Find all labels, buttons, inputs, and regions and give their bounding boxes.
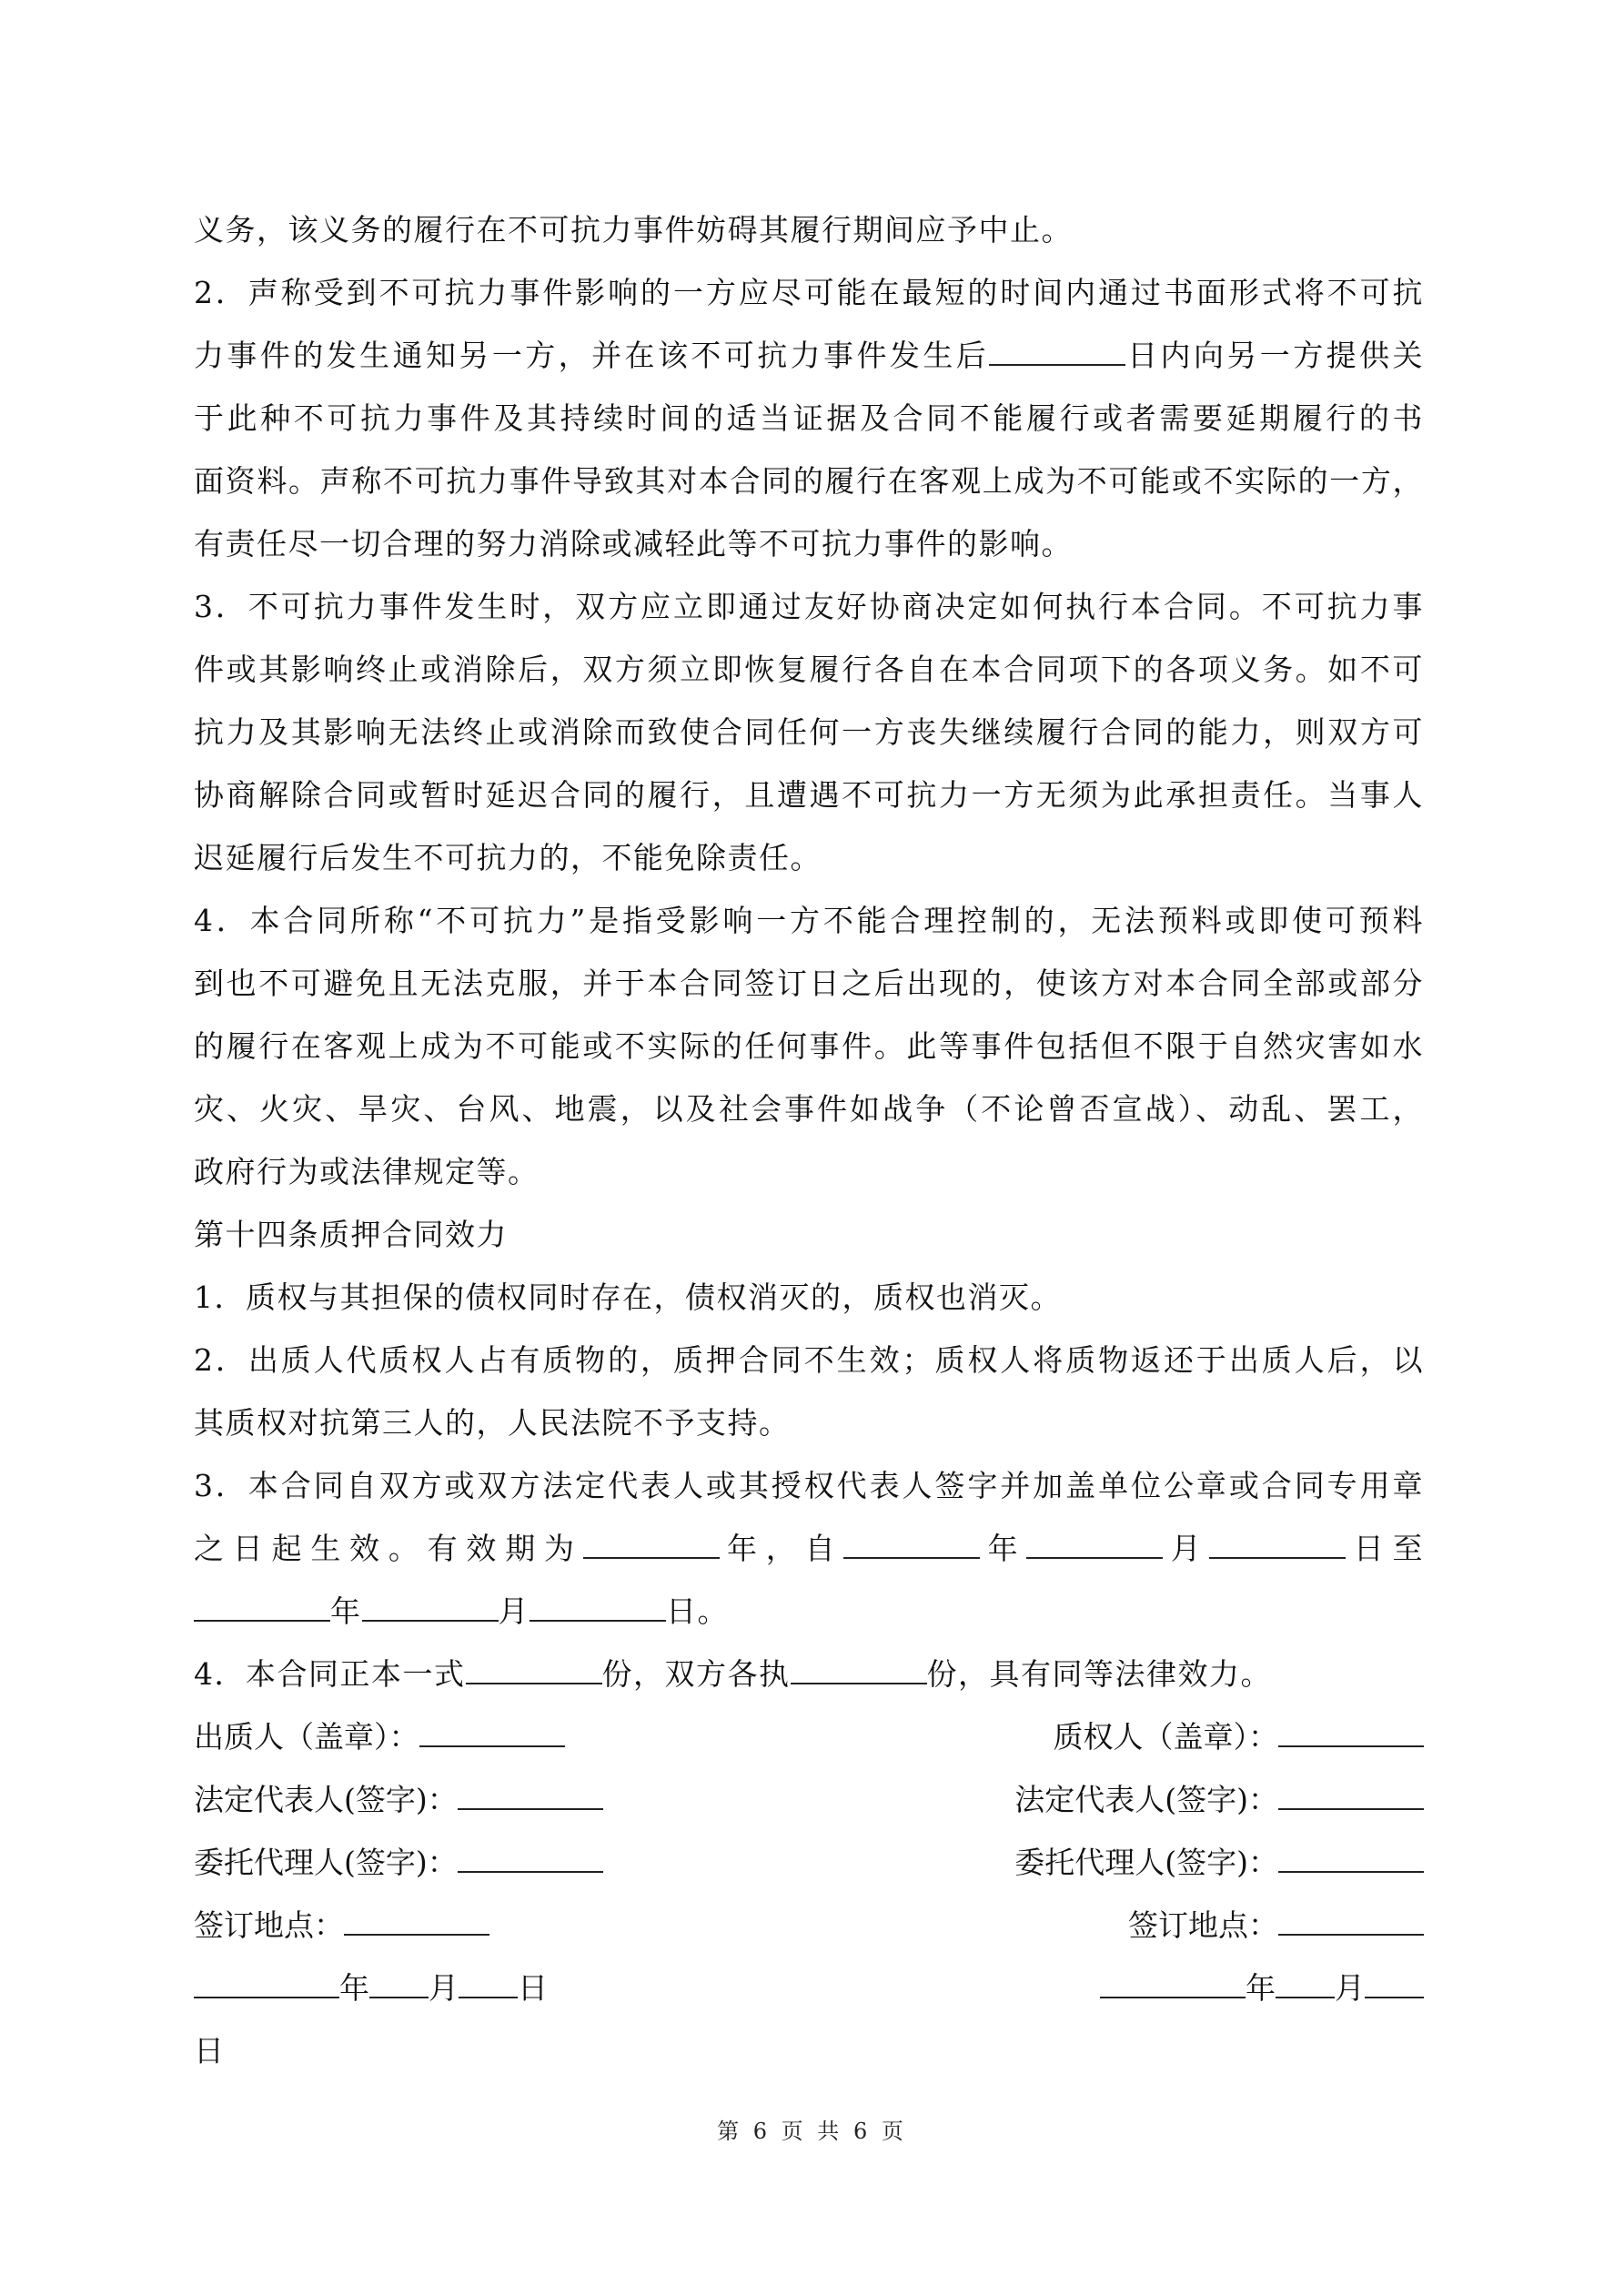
pledgee-place-label: 签订地点： <box>1128 1907 1278 1943</box>
pledgor-seal-field[interactable] <box>419 1718 565 1747</box>
item-3-text: 日至 <box>1346 1531 1425 1566</box>
clause-3-line: 3．不可抗力事件发生时，双方应立即通过友好协商决定如何执行本合同。不可抗力事 <box>194 589 1424 624</box>
pledgee-year-field[interactable] <box>1100 1969 1246 1998</box>
clause-2-text: 力事件的发生通知另一方，并在该不可抗力事件发生后 <box>194 338 990 373</box>
item-3-text: 年 <box>980 1531 1027 1566</box>
pledgor-place-label: 签订地点： <box>194 1907 344 1943</box>
pledgee-place-field[interactable] <box>1278 1907 1424 1936</box>
pledgee-day-field[interactable] <box>1365 1969 1424 1998</box>
day-label: 日 <box>518 1970 548 2006</box>
pledgor-legal-rep-label: 法定代表人(签字)： <box>194 1782 458 1817</box>
clause-2-line: 面资料。声称不可抗力事件导致其对本合同的履行在客观上成为不可能或不实际的一方， <box>194 463 1424 499</box>
clause-4-line: 4．本合同所称“不可抗力”是指受影响一方不能合理控制的，无法预料或即使可预料 <box>194 903 1424 938</box>
pledgee-legal-rep-label: 法定代表人(签字)： <box>1014 1782 1278 1817</box>
start-day-field[interactable] <box>1209 1530 1346 1559</box>
article-14-item-4 <box>194 1643 1424 1705</box>
clause-2-line: 有责任尽一切合理的努力消除或减轻此等不可抗力事件的影响。 <box>194 526 1073 561</box>
pledgee-seal-field[interactable] <box>1278 1718 1424 1747</box>
copies-total-field[interactable] <box>466 1655 602 1684</box>
end-year-field[interactable] <box>194 1593 330 1622</box>
clause-2-line: 于此种不可抗力事件及其持续时间的适当证据及合同不能履行或者需要延期履行的书 <box>194 400 1424 436</box>
pledgee-month-field[interactable] <box>1276 1969 1335 1998</box>
signature-row <box>194 1768 1424 1831</box>
pledgee-legal-rep <box>1014 1768 1424 1831</box>
item-4-text: 4．本合同正本一式 <box>194 1656 466 1692</box>
pledgee-day-label-wrapped: 日 <box>194 2033 226 2068</box>
validity-years-field[interactable] <box>583 1530 720 1559</box>
pledgor-day-field[interactable] <box>459 1969 518 1998</box>
paragraph-line: 义务，该义务的履行在不可抗力事件妨碍其履行期间应予中止。 <box>194 212 1073 248</box>
end-day-field[interactable] <box>530 1593 666 1622</box>
start-year-field[interactable] <box>843 1530 980 1559</box>
pledgor-legal-rep-field[interactable] <box>458 1781 603 1810</box>
copies-each-field[interactable] <box>791 1655 927 1684</box>
article-14-item-2-line: 其质权对抗第三人的，人民法院不予支持。 <box>194 1405 791 1441</box>
pledgor-legal-rep <box>194 1768 603 1831</box>
signature-row <box>194 1705 1424 1768</box>
pledgee-place <box>1128 1894 1424 1957</box>
item-3-text: 年，自 <box>719 1531 844 1566</box>
clause-2-line <box>194 324 1424 387</box>
pledgee-seal-label: 质权人（盖章）： <box>1053 1719 1278 1755</box>
item-4-text: 份，具有同等法律效力。 <box>926 1656 1272 1692</box>
pledgee-agent <box>1014 1831 1424 1894</box>
pledgor-place-field[interactable] <box>344 1907 489 1936</box>
pledgor-place <box>194 1894 489 1957</box>
item-3-text: 年 <box>330 1593 362 1629</box>
item-3-text: 月 <box>498 1593 530 1629</box>
pledgor-year-field[interactable] <box>194 1969 339 1998</box>
clause-2-line: 2．声称受到不可抗力事件影响的一方应尽可能在最短的时间内通过书面形式将不可抗 <box>194 275 1424 310</box>
year-label: 年 <box>339 1970 369 2006</box>
article-14-item-1: 1．质权与其担保的债权同时存在，债权消灭的，质权也消灭。 <box>194 1279 1062 1315</box>
pledgor-seal <box>194 1705 565 1768</box>
clause-4-line: 政府行为或法律规定等。 <box>194 1154 540 1189</box>
clause-2-text: 日内向另一方提供关 <box>1125 338 1425 373</box>
document-page <box>194 198 1424 2082</box>
pledgee-date <box>1100 1957 1424 2019</box>
pledgor-agent <box>194 1831 603 1894</box>
clause-3-line: 协商解除合同或暂时延迟合同的履行，且遭遇不可抗力一方无须为此承担责任。当事人 <box>194 777 1424 813</box>
item-3-text: 月 <box>1163 1531 1210 1566</box>
month-label: 月 <box>1335 1970 1365 2006</box>
article-14-item-3-line: 3．本合同自双方或双方法定代表人或其授权代表人签字并加盖单位公章或合同专用章 <box>194 1468 1424 1503</box>
clause-4-line: 的履行在客观上成为不可能或不实际的任何事件。此等事件包括但不限于自然灾害如水 <box>194 1028 1424 1064</box>
pledgor-date <box>194 1957 548 2019</box>
signature-row <box>194 1894 1424 1957</box>
year-label: 年 <box>1246 1970 1276 2006</box>
pledgor-agent-label: 委托代理人(签字)： <box>194 1845 458 1880</box>
pledgor-month-field[interactable] <box>369 1969 429 1998</box>
pledgee-legal-rep-field[interactable] <box>1278 1781 1424 1810</box>
article-14-item-3-line <box>194 1580 1424 1643</box>
clause-3-line: 抗力及其影响无法终止或消除而致使合同任何一方丧失继续履行合同的能力，则双方可 <box>194 714 1424 750</box>
item-3-text: 日。 <box>666 1593 729 1629</box>
article-14-item-2-line: 2．出质人代质权人占有质物的，质押合同不生效；质权人将质物返还于出质人后，以 <box>194 1342 1424 1378</box>
month-label: 月 <box>429 1970 459 2006</box>
pledgor-agent-field[interactable] <box>458 1844 603 1873</box>
pledgor-seal-label: 出质人（盖章）： <box>194 1719 419 1755</box>
item-3-text: 之日起生效。有效期为 <box>194 1531 583 1566</box>
clause-3-line: 迟延履行后发生不可抗力的，不能免除责任。 <box>194 840 822 875</box>
clause-3-line: 件或其影响终止或消除后，双方须立即恢复履行各自在本合同项下的各项义务。如不可 <box>194 652 1424 687</box>
article-14-item-3-line <box>194 1517 1424 1580</box>
start-month-field[interactable] <box>1026 1530 1163 1559</box>
days-blank-field[interactable] <box>989 337 1125 366</box>
article-14-heading: 第十四条质押合同效力 <box>194 1217 508 1252</box>
item-4-text: 份，双方各执 <box>601 1656 791 1692</box>
page-number-footer: 第 6 页 共 6 页 <box>717 2119 907 2144</box>
pledgee-agent-label: 委托代理人(签字)： <box>1014 1845 1278 1880</box>
clause-4-line: 到也不可避免且无法克服，并于本合同签订日之后出现的，使该方对本合同全部或部分 <box>194 966 1424 1001</box>
clause-4-line: 灾、火灾、旱灾、台风、地震，以及社会事件如战争（不论曾否宣战）、动乱、罢工， <box>194 1091 1424 1127</box>
pledgee-agent-field[interactable] <box>1278 1844 1424 1873</box>
signature-row <box>194 1831 1424 1894</box>
end-month-field[interactable] <box>362 1593 499 1622</box>
pledgee-seal <box>1054 1705 1425 1768</box>
signature-date-row <box>194 1957 1424 2019</box>
